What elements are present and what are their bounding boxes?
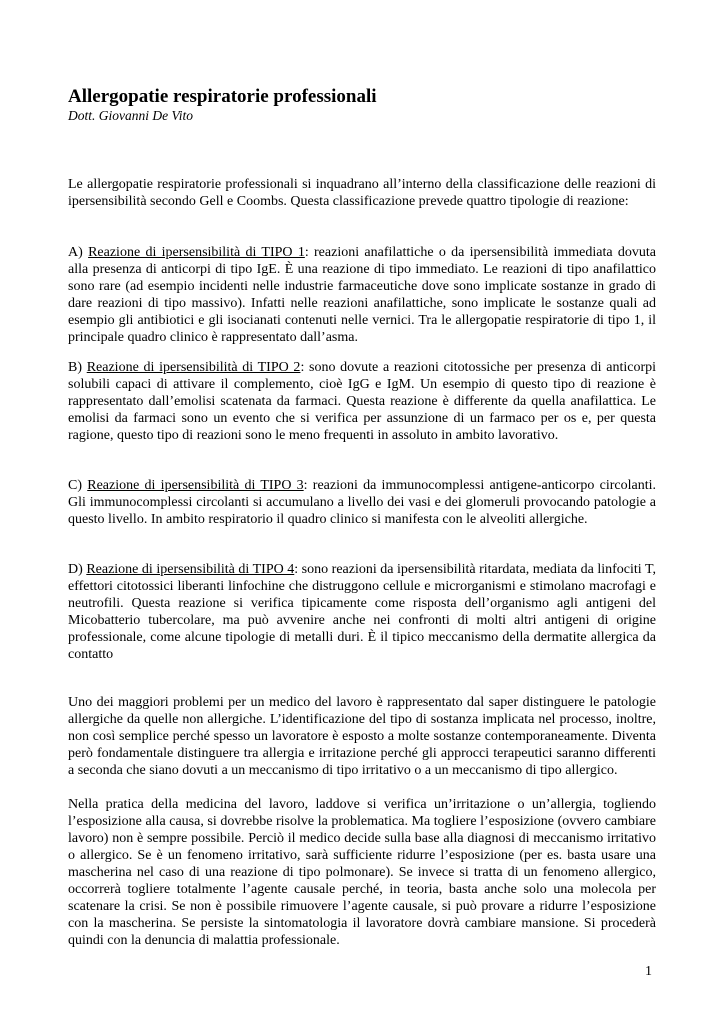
type-3-heading: Reazione di ipersensibilità di TIPO 3: [87, 478, 304, 493]
type-1-text: : reazioni anafilattiche o da ipersensibilità immediata dovuta alla presenza di anticorpi di tipo IgE. È una reazione di tipo immediato. Le reazioni di tipo anafilattico sono rare (ad esempio incidenti nelle industrie farmaceutiche dove sono implicate sostanze in grado di dare reazioni di tipo massivo). Infatti nelle reazioni anafilattiche, sono implicate le sostanze quali ad esempio gli antibiotici e gli isocianati contenuti nelle vernici. Tra le allergopatie respiratorie di tipo 1, il principale quadro clinico è rappresentato dall’asma.: [68, 245, 656, 345]
problem-paragraph: Uno dei maggiori problemi per un medico del lavoro è rappresentato dal saper distinguere le patologie allergiche da quelle non allergiche. L’identificazione del tipo di sostanza implicata nel processo, inoltre, non così semplice perché spesso un lavoratore è esposto a molte sostanze contemporaneamente. Diventa però fondamentale distinguere tra allergia e irritazione perché gli approcci terapeutici saranno differenti a seconda che siano dovuti a un meccanismo di tipo irritativo o a un meccanismo di tipo allergico.: [68, 695, 656, 778]
type-1-paragraph: [68, 244, 656, 346]
type-3-text: : reazioni da immunocomplessi antigene-anticorpo circolanti. Gli immunocomplessi circolanti si accumulano a livello dei vasi e dei glomeruli provocando patologie a questo livello. In ambito respiratorio il quadro clinico si manifesta con le alveoliti allergiche.: [68, 478, 656, 527]
practice-paragraph: Nella pratica della medicina del lavoro, laddove si verifica un’irritazione o un’allergia, togliendo l’esposizione alla causa, si dovrebbe risolve la problematica. Ma togliere l’esposizione (ovvero cambiare lavoro) non è sempre possibile. Perciò il medico decide sulla base alla diagnosi di meccanismo irritativo o allergico. Se è un fenomeno irritativo, sarà sufficiente ridurre l’esposizione (per es. basta usare una mascherina nel caso di una reazione di tipo polmonare). Se invece si tratta di un fenomeno allergico, occorrerà togliere totalmente l’agente causale perché, in teoria, basta anche solo una molecola per scatenare la crisi. Se non è possibile rimuovere l’agente causale, si può provare a ridurre l’esposizione con la mascherina. Se persiste la sintomatologia il lavoratore dovrà cambiare mansione. Si procederà quindi con la denuncia di malattia professionale.: [68, 797, 656, 948]
document-author: Dott. Giovanni De Vito: [68, 108, 193, 123]
type-4-heading: Reazione di ipersensibilità di TIPO 4: [86, 562, 295, 577]
type-4-paragraph: [68, 561, 656, 663]
type-3-prefix: C): [68, 478, 88, 493]
type-2-heading: Reazione di ipersensibilità di TIPO 2: [86, 360, 301, 375]
type-2-prefix: B): [68, 360, 87, 375]
type-1-prefix: A): [68, 245, 89, 260]
document-title: Allergopatie respiratorie professionali: [68, 86, 377, 107]
page-number: 1: [645, 964, 652, 979]
type-1-heading: Reazione di ipersensibilità di TIPO 1: [88, 245, 305, 260]
type-4-prefix: D): [68, 562, 87, 577]
document-page: [68, 86, 657, 948]
type-4-text: : sono reazioni da ipersensibilità ritardata, mediata da linfociti T, effettori citotossici liberanti linfochine che distruggono cellule e microrganismi e stimolano macrofagi e neutrofili. Questa reazione si verifica tipicamente come risposta dell’organismo agli antigeni del Micobatterio tubercolare, ma può avvenire anche nei confronti di molti altri antigeni di origine professionale, come alcune tipologie di metalli duri. È il tipico meccanismo della dermatite allergica da contatto: [68, 562, 656, 662]
type-2-text: : sono dovute a reazioni citotossiche per presenza di anticorpi solubili capaci di attivare il complemento, cioè IgG e IgM. Un esempio di questo tipo di reazione è rappresentato dall’emolisi scatenata da farmaci. Questa reazione è differente da quella anafilattica. Le emolisi da farmaci sono un evento che si verifica per assunzione di un farmaco per os e, per questa ragione, questo tipo di reazioni sono le meno frequenti in assoluto in ambito lavorativo.: [68, 360, 657, 443]
type-2-paragraph: [68, 359, 656, 444]
type-3-paragraph: [68, 477, 656, 528]
intro-paragraph: Le allergopatie respiratorie professionali si inquadrano all’interno della classificazione delle reazioni di ipersensibilità secondo Gell e Coombs. Questa classificazione prevede quattro tipologie di reazione:: [68, 177, 656, 209]
